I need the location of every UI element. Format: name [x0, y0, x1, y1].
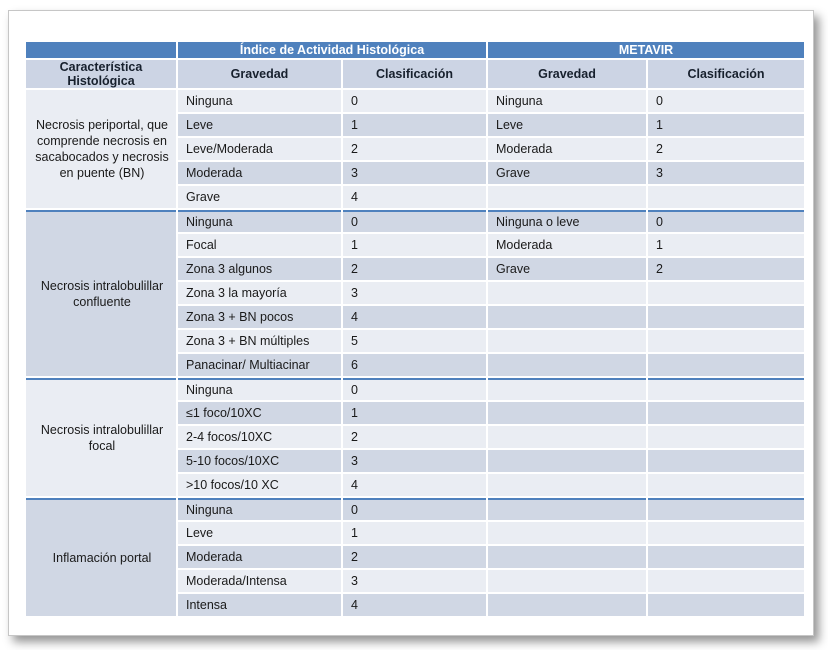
metavir-clasificacion-cell	[648, 594, 804, 616]
metavir-clasificacion-cell	[648, 570, 804, 592]
metavir-clasificacion-cell	[648, 426, 804, 448]
iah-gravedad-cell: Moderada	[178, 162, 341, 184]
feature-cell-inflamacion-portal: Inflamación portal	[26, 498, 176, 616]
header-metavir: METAVIR	[488, 42, 804, 58]
metavir-gravedad-cell: Ninguna	[488, 90, 646, 112]
iah-gravedad-cell: Zona 3 la mayoría	[178, 282, 341, 304]
iah-clasificacion-cell: 3	[343, 282, 486, 304]
iah-clasificacion-cell: 1	[343, 234, 486, 256]
iah-clasificacion-cell: 4	[343, 474, 486, 496]
iah-gravedad-cell: Ninguna	[178, 498, 341, 520]
iah-gravedad-cell: 5-10 focos/10XC	[178, 450, 341, 472]
metavir-clasificacion-cell	[648, 282, 804, 304]
feature-cell-necrosis-confluente: Necrosis intralobulillar confluente	[26, 210, 176, 376]
header-feature-col: Característica Histológica	[26, 60, 176, 88]
table-header-row-2	[26, 60, 804, 88]
iah-clasificacion-cell: 1	[343, 402, 486, 424]
metavir-gravedad-cell	[488, 570, 646, 592]
metavir-clasificacion-cell	[648, 330, 804, 352]
iah-gravedad-cell: Intensa	[178, 594, 341, 616]
iah-gravedad-cell: >10 focos/10 XC	[178, 474, 341, 496]
table-row	[26, 210, 804, 232]
metavir-gravedad-cell	[488, 522, 646, 544]
iah-clasificacion-cell: 4	[343, 306, 486, 328]
header-gravedad-iah: Gravedad	[178, 60, 341, 88]
metavir-clasificacion-cell: 0	[648, 90, 804, 112]
iah-clasificacion-cell: 4	[343, 594, 486, 616]
iah-clasificacion-cell: 0	[343, 378, 486, 400]
iah-clasificacion-cell: 2	[343, 426, 486, 448]
header-clasificacion-iah: Clasificación	[343, 60, 486, 88]
metavir-clasificacion-cell	[648, 378, 804, 400]
iah-gravedad-cell: ≤1 foco/10XC	[178, 402, 341, 424]
iah-gravedad-cell: Grave	[178, 186, 341, 208]
metavir-clasificacion-cell: 0	[648, 210, 804, 232]
iah-gravedad-cell: Zona 3 + BN múltiples	[178, 330, 341, 352]
iah-clasificacion-cell: 0	[343, 498, 486, 520]
metavir-gravedad-cell	[488, 594, 646, 616]
header-empty-cell	[26, 42, 176, 58]
metavir-clasificacion-cell	[648, 546, 804, 568]
metavir-clasificacion-cell	[648, 354, 804, 376]
metavir-gravedad-cell	[488, 402, 646, 424]
iah-gravedad-cell: Zona 3 algunos	[178, 258, 341, 280]
metavir-gravedad-cell: Leve	[488, 114, 646, 136]
table-row	[26, 498, 804, 520]
metavir-gravedad-cell	[488, 450, 646, 472]
feature-cell-necrosis-periportal: Necrosis periportal, que comprende necrosis en sacabocados y necrosis en puente (BN)	[26, 90, 176, 208]
iah-clasificacion-cell: 5	[343, 330, 486, 352]
metavir-gravedad-cell	[488, 474, 646, 496]
metavir-gravedad-cell: Moderada	[488, 234, 646, 256]
iah-gravedad-cell: Panacinar/ Multiacinar	[178, 354, 341, 376]
metavir-gravedad-cell: Ninguna o leve	[488, 210, 646, 232]
metavir-gravedad-cell: Grave	[488, 258, 646, 280]
metavir-clasificacion-cell: 1	[648, 234, 804, 256]
iah-gravedad-cell: Zona 3 + BN pocos	[178, 306, 341, 328]
iah-clasificacion-cell: 3	[343, 450, 486, 472]
metavir-clasificacion-cell	[648, 402, 804, 424]
header-iah: Índice de Actividad Histológica	[178, 42, 486, 58]
metavir-gravedad-cell	[488, 306, 646, 328]
metavir-clasificacion-cell	[648, 306, 804, 328]
table-row	[26, 378, 804, 400]
iah-clasificacion-cell: 3	[343, 162, 486, 184]
iah-gravedad-cell: 2-4 focos/10XC	[178, 426, 341, 448]
metavir-gravedad-cell	[488, 330, 646, 352]
metavir-gravedad-cell	[488, 378, 646, 400]
metavir-clasificacion-cell	[648, 498, 804, 520]
iah-gravedad-cell: Moderada	[178, 546, 341, 568]
metavir-gravedad-cell	[488, 282, 646, 304]
header-gravedad-metavir: Gravedad	[488, 60, 646, 88]
iah-clasificacion-cell: 0	[343, 210, 486, 232]
iah-clasificacion-cell: 3	[343, 570, 486, 592]
metavir-gravedad-cell: Moderada	[488, 138, 646, 160]
header-clasificacion-metavir: Clasificación	[648, 60, 804, 88]
metavir-clasificacion-cell: 2	[648, 258, 804, 280]
table-header-row-1	[26, 42, 804, 58]
metavir-gravedad-cell	[488, 186, 646, 208]
histology-scoring-table	[24, 40, 806, 618]
iah-gravedad-cell: Moderada/Intensa	[178, 570, 341, 592]
metavir-gravedad-cell	[488, 426, 646, 448]
iah-gravedad-cell: Ninguna	[178, 378, 341, 400]
metavir-clasificacion-cell: 1	[648, 114, 804, 136]
iah-clasificacion-cell: 2	[343, 138, 486, 160]
metavir-clasificacion-cell: 2	[648, 138, 804, 160]
metavir-gravedad-cell: Grave	[488, 162, 646, 184]
metavir-clasificacion-cell	[648, 186, 804, 208]
iah-gravedad-cell: Leve	[178, 522, 341, 544]
iah-clasificacion-cell: 2	[343, 546, 486, 568]
iah-clasificacion-cell: 2	[343, 258, 486, 280]
iah-clasificacion-cell: 6	[343, 354, 486, 376]
iah-gravedad-cell: Focal	[178, 234, 341, 256]
feature-cell-necrosis-focal: Necrosis intralobulillar focal	[26, 378, 176, 496]
table-row	[26, 90, 804, 112]
iah-gravedad-cell: Ninguna	[178, 90, 341, 112]
document-page	[8, 10, 814, 636]
metavir-clasificacion-cell: 3	[648, 162, 804, 184]
metavir-clasificacion-cell	[648, 450, 804, 472]
iah-clasificacion-cell: 4	[343, 186, 486, 208]
metavir-gravedad-cell	[488, 546, 646, 568]
iah-gravedad-cell: Leve	[178, 114, 341, 136]
iah-clasificacion-cell: 0	[343, 90, 486, 112]
metavir-gravedad-cell	[488, 498, 646, 520]
iah-gravedad-cell: Leve/Moderada	[178, 138, 341, 160]
iah-gravedad-cell: Ninguna	[178, 210, 341, 232]
iah-clasificacion-cell: 1	[343, 522, 486, 544]
metavir-clasificacion-cell	[648, 522, 804, 544]
metavir-gravedad-cell	[488, 354, 646, 376]
iah-clasificacion-cell: 1	[343, 114, 486, 136]
metavir-clasificacion-cell	[648, 474, 804, 496]
